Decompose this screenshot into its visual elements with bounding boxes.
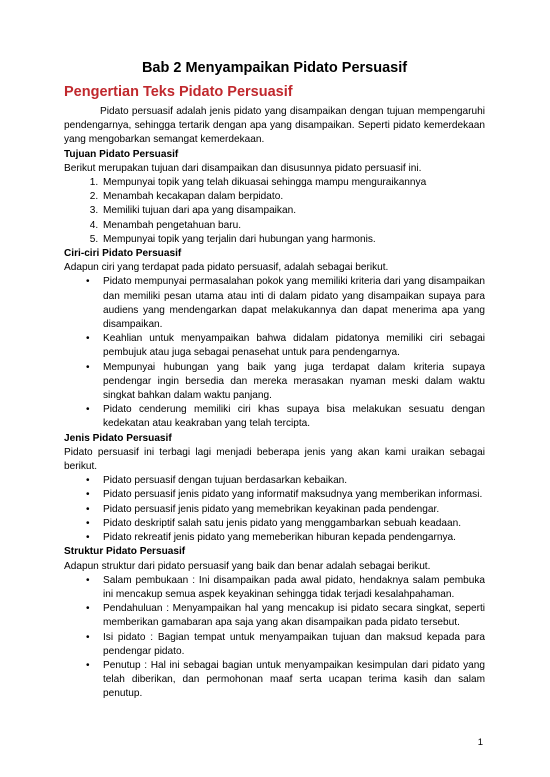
- list-item-text: Pidato deskriptif salah satu jenis pidato yang menggambarkan sebuah keadaan.: [103, 517, 462, 529]
- tujuan-list: [64, 176, 485, 247]
- list-item: 3. Memiliki tujuan dari apa yang disampaikan.: [101, 204, 485, 218]
- bullet-icon: •: [86, 475, 90, 487]
- bullet-icon: •: [86, 631, 90, 643]
- jenis-list: [64, 474, 485, 545]
- list-item: [86, 332, 485, 360]
- list-item: 4. Menambah pengetahuan baru.: [101, 219, 485, 233]
- bullet-icon: •: [86, 404, 90, 416]
- bullet-icon: •: [86, 574, 90, 586]
- section-heading: Pengertian Teks Pidato Persuasif: [64, 84, 293, 100]
- list-item-text: Pidato rekreatif jenis pidato yang memeberikan hiburan kepada pendengarnya.: [103, 532, 456, 544]
- struktur-list: [64, 574, 485, 702]
- ciri-heading: Ciri-ciri Pidato Persuasif: [64, 248, 182, 260]
- list-item: [86, 659, 485, 702]
- tujuan-heading: Tujuan Pidato Persuasif: [64, 148, 179, 160]
- list-item-text: Pidato persuasif dengan tujuan berdasarkan kebaikan.: [103, 475, 348, 487]
- document-page: [64, 60, 485, 702]
- jenis-heading: Jenis Pidato Persuasif: [64, 432, 172, 444]
- jenis-lead: Pidato persuasif ini terbagi lagi menjadi beberapa jenis yang akan kami uraikan sebagai berikut.: [64, 446, 485, 473]
- bullet-icon: •: [86, 532, 90, 544]
- bullet-icon: •: [86, 603, 90, 615]
- list-item-text: Pidato persuasif jenis pidato yang memebrikan keyakinan pada pendengar.: [103, 503, 440, 515]
- bullet-icon: •: [86, 361, 90, 373]
- bullet-icon: •: [86, 276, 90, 288]
- list-item: [86, 531, 485, 545]
- bullet-icon: •: [86, 517, 90, 529]
- list-item-text: Salam pembukaan : Ini disampaikan pada awal pidato, hendaknya salam pembuka ini mencakup semua aspek keyakinan sehingga tidak terjadi kesalahpahaman.: [103, 574, 485, 600]
- list-item: 5. Mempunyai topik yang terjalin dari hubungan yang harmonis.: [101, 233, 485, 247]
- struktur-lead: Adapun struktur dari pidato persuasif yang baik dan benar adalah sebagai berikut.: [64, 560, 431, 572]
- bullet-icon: •: [86, 659, 90, 671]
- bullet-icon: •: [86, 333, 90, 345]
- list-item: [86, 275, 485, 332]
- ciri-list: [64, 275, 485, 431]
- struktur-heading: Struktur Pidato Persuasif: [64, 546, 186, 558]
- list-item-text: Pendahuluan : Menyampaikan hal yang mencakup isi pidato secara singkat, seperti memberikan gamabaran apa saja yang akan disampaikan pada pidato tersebut.: [103, 603, 485, 629]
- bullet-icon: •: [86, 489, 90, 501]
- list-item: [86, 503, 485, 517]
- list-item-text: Keahlian untuk menyampaikan bahwa didalam pidatonya memiliki ciri sebagai pembujuk atau juga sebagai penasehat untuk para pendengarnya.: [103, 333, 485, 359]
- bullet-icon: •: [86, 503, 90, 515]
- chapter-title: Bab 2 Menyampaikan Pidato Persuasif: [141, 60, 408, 76]
- list-item-text: Pidato mempunyai permasalahan pokok yang memiliki kriteria dari yang disampaikan dan memiliki pesan utama atau inti di dalam pidato yang disampaikan supaya para audiens yang mendengarkan dapat melakukannya dan dapat menerima apa yang disampaikan.: [103, 276, 485, 331]
- tujuan-lead: Berikut merupakan tujuan dari disampaikan dan disusunnya pidato persuasif ini.: [64, 162, 422, 174]
- list-item: [86, 361, 485, 404]
- list-item: [86, 574, 485, 602]
- list-item-text: Isi pidato : Bagian tempat untuk menyampaikan tujuan dan maksud kepada para pendengar pidato.: [103, 631, 485, 657]
- ciri-lead: Adapun ciri yang terdapat pada pidato persuasif, adalah sebagai berikut.: [64, 262, 389, 274]
- list-item-text: Penutup : Hal ini sebagai bagian untuk menyampaikan kesimpulan dari pidato yang telah diberikan, dan permohonan maaf serta ucapan terima kasih dan salam penutup.: [103, 659, 485, 700]
- list-item: [86, 474, 485, 488]
- list-item: [86, 488, 485, 502]
- list-item: [86, 602, 485, 630]
- list-item: 2. Menambah kecakapan dalam berpidato.: [101, 190, 485, 204]
- list-item-text: Pidato persuasif jenis pidato yang informatif maksudnya yang memberikan informasi.: [103, 489, 483, 501]
- list-item: [86, 631, 485, 659]
- list-item: [86, 517, 485, 531]
- list-item: 1. Mempunyai topik yang telah dikuasai sehingga mampu menguraikannya: [101, 176, 485, 190]
- intro-paragraph: Pidato persuasif adalah jenis pidato yang disampaikan dengan tujuan mempengaruhi pendengarnya, sehingga tertarik dengan apa yang disampaikan. Seperti pidato kemerdekaan yang mengobarkan semangat kemerdekaan.: [64, 106, 485, 146]
- list-item: [86, 403, 485, 431]
- list-item-text: Mempunyai hubungan yang baik yang juga terdapat dalam kriteria supaya pendengar ingin bersedia dan mereka merasakan nyaman meski dalam waktu singkat bahkan dalam waktu panjang.: [103, 361, 485, 402]
- page-number: 1: [477, 737, 483, 748]
- list-item-text: Pidato cenderung memiliki ciri khas supaya bisa melakukan sesuatu dengan kedekatan atau keakraban yang telah tercipta.: [103, 404, 485, 430]
